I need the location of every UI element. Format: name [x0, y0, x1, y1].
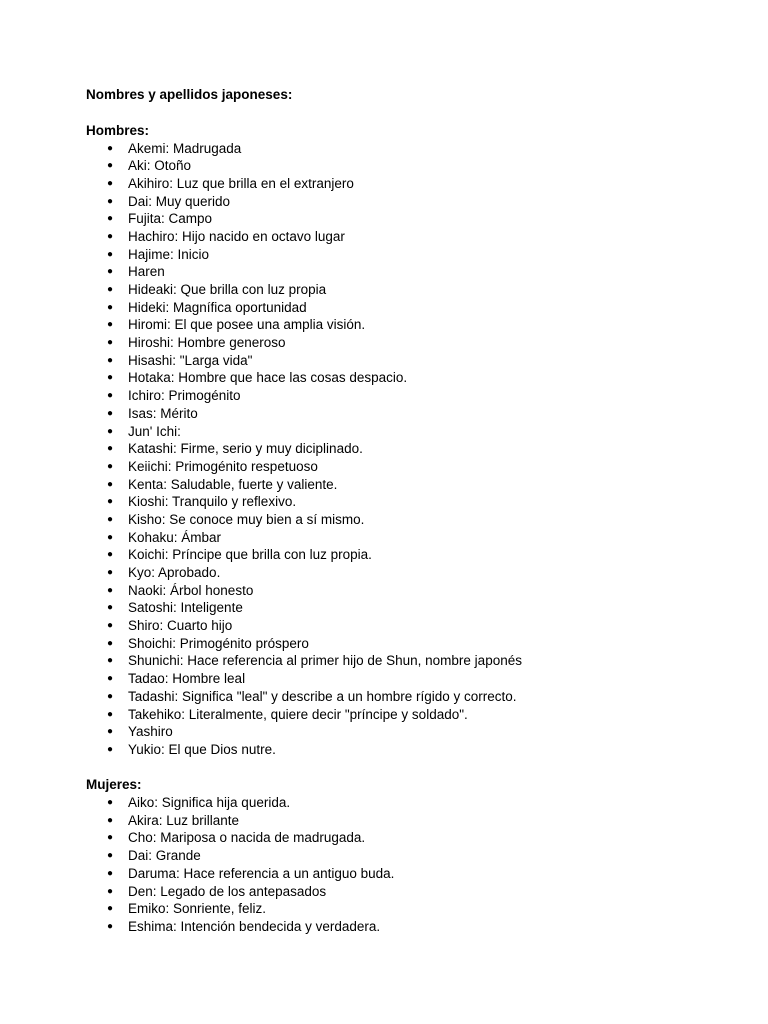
list-item: [86, 794, 726, 812]
list-item-text: Tadao: Hombre leal: [128, 671, 246, 687]
bullet-icon: ●: [107, 867, 114, 879]
list-item: [86, 299, 726, 317]
list-item-text: Takehiko: Literalmente, quiere decir "príncipe y soldado".: [128, 706, 468, 722]
section-heading-women: Mujeres:: [86, 777, 142, 793]
bullet-icon: ●: [107, 602, 114, 614]
list-item: [86, 865, 726, 883]
bullet-icon: ●: [107, 850, 114, 862]
bullet-icon: ●: [107, 549, 114, 561]
list-item-text: Hotaka: Hombre que hace las cosas despacio.: [128, 370, 408, 386]
list-item: [86, 511, 726, 529]
bullet-icon: ●: [107, 443, 114, 455]
bullet-icon: ●: [107, 372, 114, 384]
list-item: [86, 546, 726, 564]
bullet-icon: ●: [107, 567, 114, 578]
list-item-text: Shoichi: Primogénito próspero: [128, 635, 309, 651]
bullet-icon: ●: [107, 160, 114, 172]
list-item: [86, 847, 726, 865]
list-item-text: Den: Legado de los antepasados: [128, 883, 327, 899]
list-item: [86, 263, 726, 281]
bullet-icon: ●: [107, 620, 114, 632]
list-item: [86, 812, 726, 830]
list-item: [86, 423, 726, 441]
list-item-text: Katashi: Firme, serio y muy diciplinado.: [128, 441, 363, 457]
list-item: [86, 900, 726, 918]
bullet-icon: ●: [107, 814, 114, 826]
list-item-text: Yashiro: [128, 724, 173, 740]
list-item-text: Hiroshi: Hombre generoso: [128, 335, 286, 351]
bullet-icon: ●: [107, 903, 114, 915]
bullet-icon: ●: [107, 284, 114, 295]
list-item: [86, 228, 726, 246]
list-item: [86, 157, 726, 175]
list-item-text: Eshima: Intención bendecida y verdadera.: [128, 918, 381, 934]
document-title: Nombres y apellidos japoneses:: [86, 87, 293, 102]
spacer: [86, 759, 726, 777]
list-item: [86, 369, 726, 387]
list-item: [86, 529, 726, 547]
list-item: [86, 352, 726, 370]
list-item: [86, 210, 726, 228]
list-item-text: Jun' Ichi:: [128, 423, 181, 439]
bullet-icon: ●: [107, 531, 114, 543]
list-item: [86, 635, 726, 653]
list-item: [86, 564, 726, 582]
list-item-text: Keiichi: Primogénito respetuoso: [128, 458, 318, 474]
bullet-icon: ●: [107, 496, 114, 508]
list-item: [86, 670, 726, 688]
list-item: [86, 918, 726, 936]
bullet-icon: ●: [107, 726, 114, 738]
list-item-text: Yukio: El que Dios nutre.: [128, 741, 276, 757]
list-item-text: Hideki: Magnífica oportunidad: [128, 299, 307, 315]
bullet-icon: ●: [107, 248, 114, 260]
list-item-text: Ichiro: Primogénito: [128, 388, 241, 404]
bullet-icon: ●: [107, 584, 114, 596]
list-item: [86, 652, 726, 670]
list-item: [86, 883, 726, 901]
bullet-icon: ●: [107, 690, 114, 702]
list-item-text: Naoki: Árbol honesto: [128, 582, 254, 598]
spacer: [86, 104, 726, 122]
list-item-text: Satoshi: Inteligente: [128, 600, 243, 616]
list-item-text: Haren: [128, 264, 165, 280]
list-item-text: Dai: Grande: [128, 848, 201, 864]
list-item: [86, 599, 726, 617]
bullet-icon: ●: [107, 797, 114, 809]
list-item-text: Kyo: Aprobado.: [128, 565, 221, 580]
section-heading-men: Hombres:: [86, 122, 150, 138]
list-item-text: Kioshi: Tranquilo y reflexivo.: [128, 494, 297, 510]
list-item-text: Akemi: Madrugada: [128, 140, 242, 156]
list-item: [86, 493, 726, 511]
list-item-text: Akira: Luz brillante: [128, 812, 240, 828]
bullet-icon: ●: [107, 195, 114, 207]
bullet-icon: ●: [107, 142, 114, 154]
list-item: [86, 246, 726, 264]
bullet-icon: ●: [107, 390, 114, 402]
list-item-text: Shunichi: Hace referencia al primer hijo de Shun, nombre japonés: [128, 653, 522, 669]
name-list-men: [86, 140, 726, 759]
list-item-text: Akihiro: Luz que brilla en el extranjero: [128, 175, 354, 191]
list-item: [86, 334, 726, 352]
list-item: [86, 387, 726, 405]
list-item-text: Daruma: Hace referencia a un antiguo buda.: [128, 865, 395, 881]
list-item-text: Kenta: Saludable, fuerte y valiente.: [128, 476, 338, 492]
list-item: [86, 140, 726, 158]
bullet-icon: ●: [107, 177, 114, 189]
list-item: [86, 829, 726, 847]
list-item-text: Isas: Mérito: [128, 405, 198, 421]
bullet-icon: ●: [107, 885, 114, 897]
list-item: [86, 741, 726, 759]
list-item: [86, 706, 726, 724]
bullet-icon: ●: [107, 425, 114, 437]
list-item-text: Hisashi: "Larga vida": [128, 352, 253, 368]
list-item: [86, 281, 726, 299]
bullet-icon: ●: [107, 743, 114, 755]
list-item-text: Dai: Muy querido: [128, 193, 231, 209]
bullet-icon: ●: [107, 460, 114, 472]
list-item: [86, 617, 726, 635]
bullet-icon: ●: [107, 301, 114, 313]
list-item: [86, 582, 726, 600]
bullet-icon: ●: [107, 673, 114, 685]
list-item: [86, 175, 726, 193]
bullet-icon: ●: [107, 513, 114, 525]
list-item: [86, 405, 726, 423]
list-item-text: Koichi: Príncipe que brilla con luz propia.: [128, 547, 372, 563]
bullet-icon: ●: [107, 407, 114, 419]
name-list-women: [86, 794, 726, 936]
bullet-icon: ●: [107, 637, 114, 649]
list-item-text: Hideaki: Que brilla con luz propia: [128, 282, 327, 297]
list-item-text: Hachiro: Hijo nacido en octavo lugar: [128, 228, 345, 244]
list-item: [86, 723, 726, 741]
list-item-text: Cho: Mariposa o nacida de madrugada.: [128, 830, 366, 846]
section-men: [86, 122, 726, 759]
bullet-icon: ●: [107, 655, 114, 667]
list-item-text: Kisho: Se conoce muy bien a sí mismo.: [128, 511, 365, 527]
list-item: [86, 458, 726, 476]
document-page: [86, 86, 726, 936]
list-item-text: Tadashi: Significa "leal" y describe a un hombre rígido y correcto.: [128, 688, 517, 704]
list-item-text: Aki: Otoño: [128, 158, 192, 174]
bullet-icon: ●: [107, 708, 114, 720]
list-item: [86, 476, 726, 494]
list-item-text: Kohaku: Ámbar: [128, 529, 222, 545]
list-item-text: Aiko: Significa hija querida.: [128, 795, 291, 811]
bullet-icon: ●: [107, 832, 114, 844]
list-item-text: Fujita: Campo: [128, 211, 213, 227]
bullet-icon: ●: [107, 478, 114, 490]
list-item: [86, 440, 726, 458]
bullet-icon: ●: [107, 337, 114, 349]
bullet-icon: ●: [107, 266, 114, 278]
list-item-text: Hajime: Inicio: [128, 246, 210, 262]
list-item-text: Hiromi: El que posee una amplia visión.: [128, 317, 366, 333]
bullet-icon: ●: [107, 354, 114, 366]
list-item: [86, 316, 726, 334]
bullet-icon: ●: [107, 213, 114, 225]
bullet-icon: ●: [107, 319, 114, 331]
list-item-text: Emiko: Sonriente, feliz.: [128, 901, 267, 917]
section-women: [86, 776, 726, 936]
list-item: [86, 688, 726, 706]
bullet-icon: ●: [107, 920, 114, 932]
list-item: [86, 193, 726, 211]
bullet-icon: ●: [107, 230, 114, 242]
list-item-text: Shiro: Cuarto hijo: [128, 618, 233, 634]
